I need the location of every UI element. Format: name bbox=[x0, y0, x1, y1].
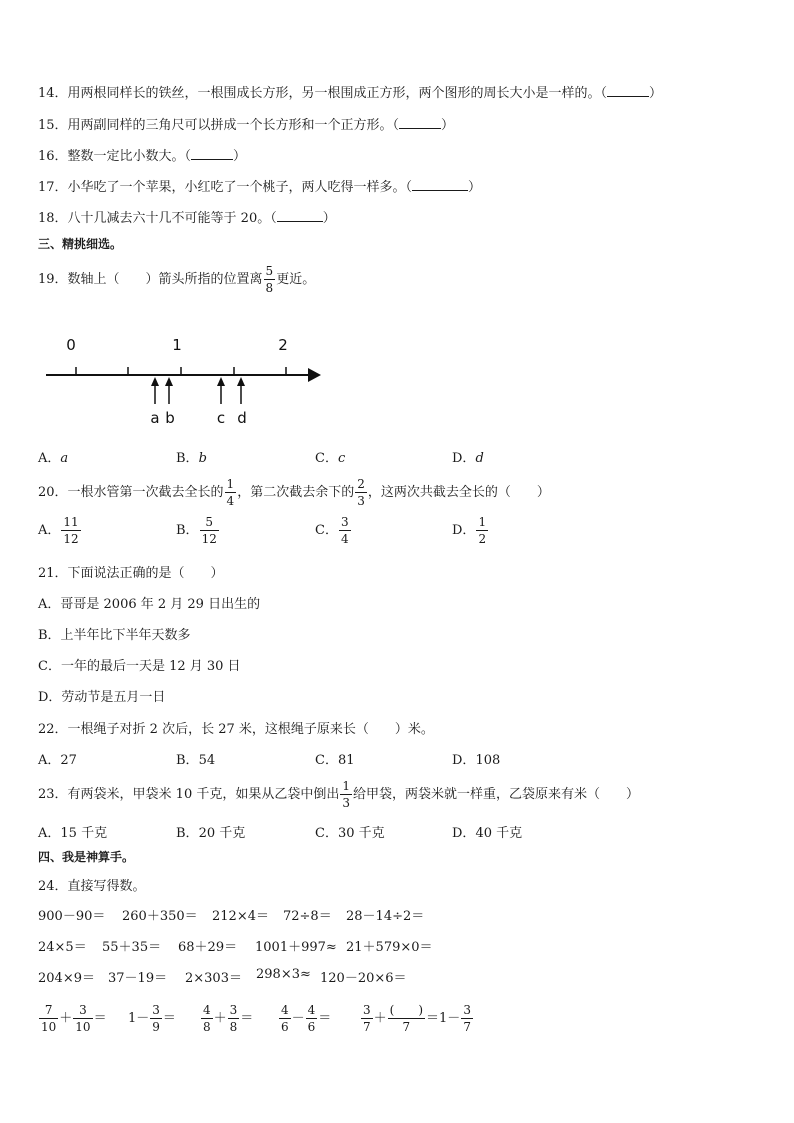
question-19: 19．数轴上（ ）箭头所指的位置离 $\frac{5}{8}$ 更近。 bbox=[38, 264, 316, 295]
number-line-figure bbox=[40, 330, 330, 430]
q21-option-b[interactable]: B．上半年比下半年天数多 bbox=[38, 628, 191, 643]
answer-blank[interactable] bbox=[277, 210, 323, 222]
calc-item: 72÷8＝ bbox=[283, 909, 332, 924]
q21-option-d[interactable]: D．劳动节是五月一日 bbox=[38, 690, 166, 705]
answer-blank[interactable] bbox=[399, 117, 441, 129]
axis-label-2: 2 bbox=[278, 336, 288, 354]
arrow-label-c: c bbox=[216, 409, 226, 427]
section-4-heading: 四、我是神算手。 bbox=[38, 850, 135, 864]
question-21: 21．下面说法正确的是（ ） bbox=[38, 566, 224, 581]
q20-option-b[interactable]: B． $\frac{5}{12}$ bbox=[176, 515, 217, 546]
calc-item: 28－14÷2＝ bbox=[346, 909, 425, 924]
fraction-calc-3: $\frac{4}{8}$ ＋ $\frac{3}{8}$ ＝ bbox=[203, 1003, 254, 1034]
question-17: 17．小华吃了一个苹果，小红吃了一个桃子，两人吃得一样多。（ ） bbox=[38, 180, 482, 195]
fraction: $\frac{1}{3}$ bbox=[342, 779, 350, 810]
fraction: $\frac{1}{4}$ bbox=[226, 477, 235, 508]
q23-option-b[interactable]: B．20 千克 bbox=[176, 826, 246, 841]
q19-option-c[interactable]: C．c bbox=[315, 451, 346, 466]
section-3-heading: 三、精挑细选。 bbox=[38, 237, 123, 251]
fraction-calc-2: 1－ $\frac{3}{9}$ ＝ bbox=[128, 1003, 176, 1034]
question-22: 22．一根绳子对折 2 次后，长 27 米，这根绳子原来长（ ）米。 bbox=[38, 722, 434, 737]
question-24: 24．直接写得数。 bbox=[38, 879, 146, 894]
question-20: 20．一根水管第一次截去全长的 $\frac{1}{4}$ ，第二次截去余下的 $\frac{2}{3}$ ，这两次共截去全长的（ ） bbox=[38, 477, 550, 508]
q23-option-d[interactable]: D．40 千克 bbox=[452, 826, 523, 841]
q22-option-a[interactable]: A．27 bbox=[38, 753, 77, 768]
fill-in-fraction[interactable]: $\frac{( )}{7}$ bbox=[389, 1003, 424, 1034]
arrow-label-a: a bbox=[150, 409, 160, 427]
calc-item: 37－19＝ bbox=[108, 971, 168, 986]
fraction: $\frac{5}{8}$ bbox=[265, 264, 274, 295]
calc-item: 1001＋997≈ bbox=[255, 940, 337, 955]
question-18-text: 18．八十几减去六十几不可能等于 20。（ bbox=[38, 211, 277, 226]
q20-option-c[interactable]: C． $\frac{3}{4}$ bbox=[315, 515, 349, 546]
axis-label-1: 1 bbox=[172, 336, 182, 354]
calc-item: 2×303＝ bbox=[185, 971, 242, 986]
q21-option-a[interactable]: A．哥哥是 2006 年 2 月 29 日出生的 bbox=[38, 597, 261, 612]
arrow-b bbox=[165, 377, 173, 386]
answer-blank[interactable] bbox=[607, 85, 649, 97]
question-23: 23．有两袋米，甲袋米 10 千克，如果从乙袋中倒出 $\frac{1}{3}$ 给甲袋，两袋米就一样重，乙袋原来有米（ ） bbox=[38, 779, 640, 810]
arrow-c bbox=[217, 377, 225, 386]
q23-option-c[interactable]: C．30 千克 bbox=[315, 826, 385, 841]
q19-option-a[interactable]: A．a bbox=[38, 451, 69, 466]
question-18: 18．八十几减去六十几不可能等于 20。（ ） bbox=[38, 211, 336, 226]
q23-option-a[interactable]: A．15 千克 bbox=[38, 826, 108, 841]
q20-option-a[interactable]: A． $\frac{11}{12}$ bbox=[38, 515, 79, 546]
question-14: 14．用两根同样长的铁丝，一根围成长方形，另一根围成正方形，两个图形的周长大小是一样的。（ ） bbox=[38, 86, 663, 101]
fraction-calc-5: $\frac{3}{7}$ ＋ $\frac{( )}{7}$ ＝1－ $\frac{3}{7}$ bbox=[363, 1003, 471, 1034]
axis-label-0: 0 bbox=[66, 336, 76, 354]
calc-item: 900－90＝ bbox=[38, 909, 106, 924]
question-16: 16．整数一定比小数大。（ ） bbox=[38, 149, 247, 164]
q22-option-d[interactable]: D．108 bbox=[452, 753, 501, 768]
calc-item: 68＋29＝ bbox=[178, 940, 238, 955]
arrow-d bbox=[237, 377, 245, 386]
q22-option-c[interactable]: C．81 bbox=[315, 753, 355, 768]
calc-item: 204×9＝ bbox=[38, 971, 95, 986]
calc-item: 298×3≈ bbox=[256, 967, 311, 982]
q21-option-c[interactable]: C．一年的最后一天是 12 月 30 日 bbox=[38, 659, 241, 674]
answer-blank[interactable] bbox=[191, 148, 233, 160]
calc-item: 24×5＝ bbox=[38, 940, 87, 955]
calc-item: 212×4＝ bbox=[212, 909, 269, 924]
calc-item: 260＋350＝ bbox=[122, 909, 198, 924]
question-15-text: 15．用两副同样的三角尺可以拼成一个长方形和一个正方形。（ bbox=[38, 118, 400, 133]
question-17-text: 17．小华吃了一个苹果，小红吃了一个桃子，两人吃得一样多。（ bbox=[38, 180, 413, 195]
fraction: $\frac{2}{3}$ bbox=[357, 477, 365, 508]
fraction-calc-1: $\frac{7}{10}$ ＋ $\frac{3}{10}$ ＝ bbox=[41, 1003, 107, 1034]
q20-option-d[interactable]: D． $\frac{1}{2}$ bbox=[452, 515, 487, 546]
q19-option-d[interactable]: D．d bbox=[452, 451, 484, 466]
question-14-text: 14．用两根同样长的铁丝，一根围成长方形，另一根围成正方形，两个图形的周长大小是一样的。（ bbox=[38, 86, 608, 101]
q19-option-b[interactable]: B．b bbox=[176, 451, 207, 466]
question-15: 15．用两副同样的三角尺可以拼成一个长方形和一个正方形。（ ） bbox=[38, 118, 455, 133]
q22-option-b[interactable]: B．54 bbox=[176, 753, 216, 768]
arrow-label-d: d bbox=[237, 409, 247, 427]
calc-item: 55＋35＝ bbox=[102, 940, 162, 955]
axis-arrowhead bbox=[308, 368, 321, 382]
arrow-label-b: b bbox=[165, 409, 175, 427]
calc-item: 21＋579×0＝ bbox=[346, 940, 433, 955]
question-16-text: 16．整数一定比小数大。（ bbox=[38, 149, 192, 164]
calc-item: 120－20×6＝ bbox=[320, 971, 407, 986]
arrow-a bbox=[151, 377, 159, 386]
answer-blank[interactable] bbox=[412, 179, 468, 191]
fraction-calc-4: $\frac{4}{6}$ － $\frac{4}{6}$ ＝ bbox=[281, 1003, 332, 1034]
